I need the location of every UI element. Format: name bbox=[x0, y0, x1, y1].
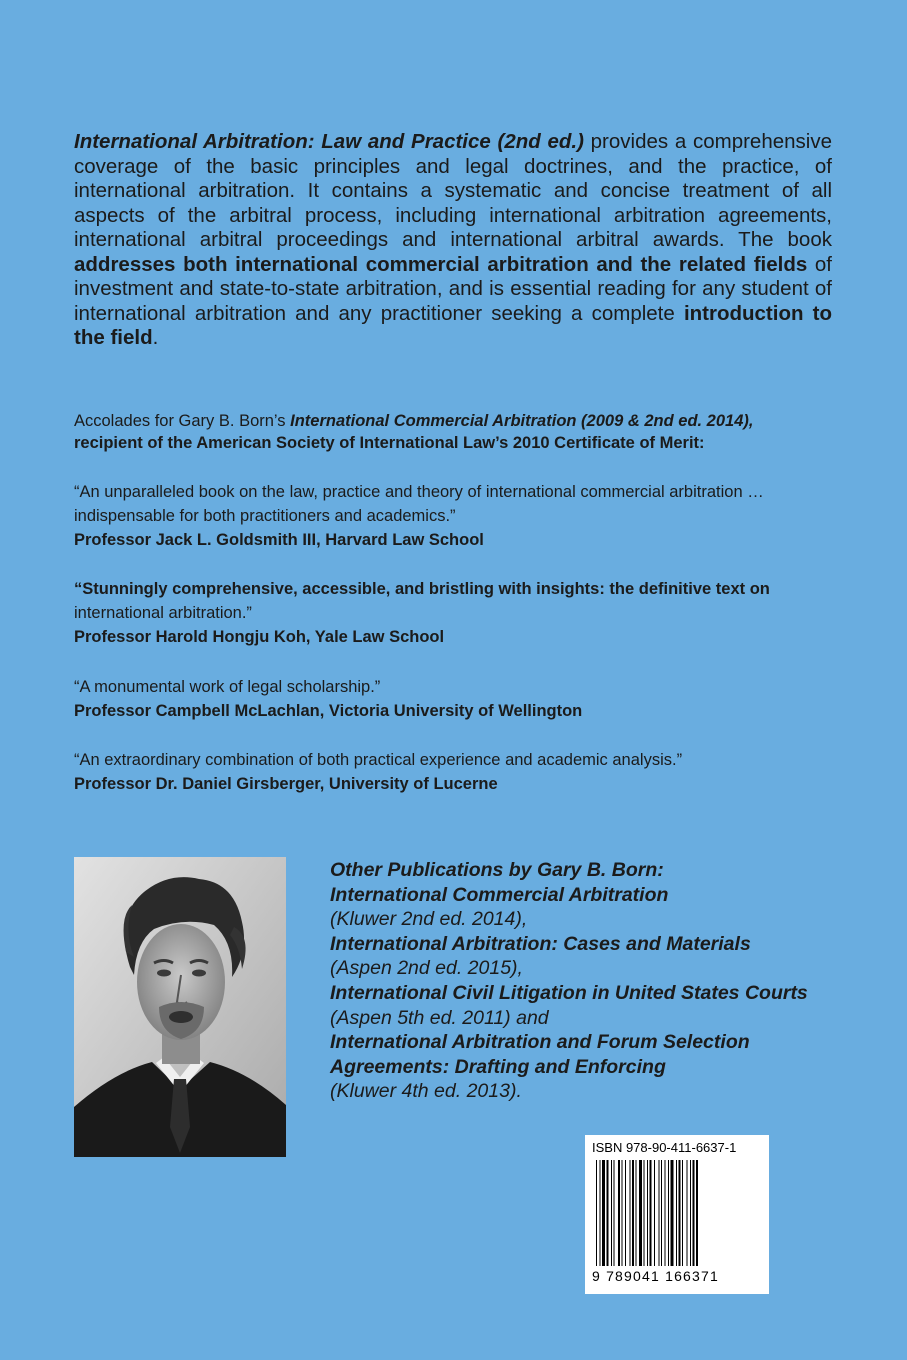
description-text: of investment and state-to-state arbitration, and is essential reading for any student of international arbitration and any practitioner seeking a complete bbox=[74, 252, 832, 325]
quote-text: “A monumental work of legal scholarship.” bbox=[74, 678, 381, 696]
publication-details: (Aspen 2nd ed. 2015), bbox=[330, 957, 523, 980]
book-title: International Arbitration: Law and Practice (2nd ed.) bbox=[74, 130, 584, 153]
accolades-lead: Accolades for Gary B. Born’s bbox=[74, 412, 291, 430]
quote bbox=[74, 748, 834, 796]
quote-attribution: Professor Dr. Daniel Girsberger, University of Lucerne bbox=[74, 775, 498, 793]
publication-title: International Commercial Arbitration bbox=[330, 883, 669, 906]
quote-text-bold: “Stunningly comprehensive, accessible, and bristling with insights: the definitive text on bbox=[74, 580, 770, 598]
publication-title: International Arbitration and Forum Selection Agreements: Drafting and Enforcing bbox=[330, 1031, 750, 1078]
barcode-digits: 9 789041 166371 bbox=[592, 1268, 719, 1284]
publication-title: International Civil Litigation in United States Courts bbox=[330, 981, 808, 1004]
quote-text: international arbitration.” bbox=[74, 604, 252, 622]
quote-attribution: Professor Jack L. Goldsmith III, Harvard Law School bbox=[74, 531, 484, 549]
publication-title: International Arbitration: Cases and Materials bbox=[330, 932, 751, 955]
quote-attribution: Professor Campbell McLachlan, Victoria University of Wellington bbox=[74, 702, 583, 720]
other-publications bbox=[330, 858, 830, 1104]
quote-text: “An extraordinary combination of both practical experience and academic analysis.” bbox=[74, 751, 683, 769]
quote bbox=[74, 675, 834, 723]
quote-text: “An unparalleled book on the law, practice and theory of international commercial arbitration … indispensable for both practitioners and academics.” bbox=[74, 483, 764, 525]
description-bold: addresses both international commercial arbitration and the related fields bbox=[74, 252, 808, 276]
accolades-work: International Commercial Arbitration (2009 & 2nd ed. 2014), bbox=[290, 412, 754, 430]
publication-details: (Aspen 5th ed. 2011) and bbox=[330, 1006, 549, 1029]
description-end: . bbox=[152, 326, 159, 349]
other-publications-heading: Other Publications by Gary B. Born: bbox=[330, 859, 664, 881]
description-bold: introduction to the field bbox=[74, 301, 832, 349]
isbn-label: ISBN 978-90-411-6637-1 bbox=[592, 1140, 737, 1155]
accolades-intro bbox=[74, 410, 834, 454]
quote-attribution: Professor Harold Hongju Koh, Yale Law School bbox=[74, 628, 445, 646]
publication-details: (Kluwer 4th ed. 2013). bbox=[330, 1080, 522, 1103]
author-photo bbox=[74, 857, 286, 1157]
barcode-icon bbox=[592, 1160, 762, 1268]
author-portrait-image bbox=[74, 857, 286, 1157]
accolades-award: recipient of the American Society of International Law’s 2010 Certificate of Merit: bbox=[74, 434, 705, 452]
quote bbox=[74, 480, 834, 552]
quote bbox=[74, 577, 834, 649]
description-text: provides a comprehensive coverage of the basic principles and legal doctrines, and the practice, of international arbitration. It contains a systematic and concise treatment of all aspects of the arbitral process, including international arbitration agreements, international arbitral proceedings and international arbitral awards. The book bbox=[74, 130, 832, 251]
publication-details: (Kluwer 2nd ed. 2014), bbox=[330, 908, 528, 931]
book-description bbox=[74, 130, 832, 351]
